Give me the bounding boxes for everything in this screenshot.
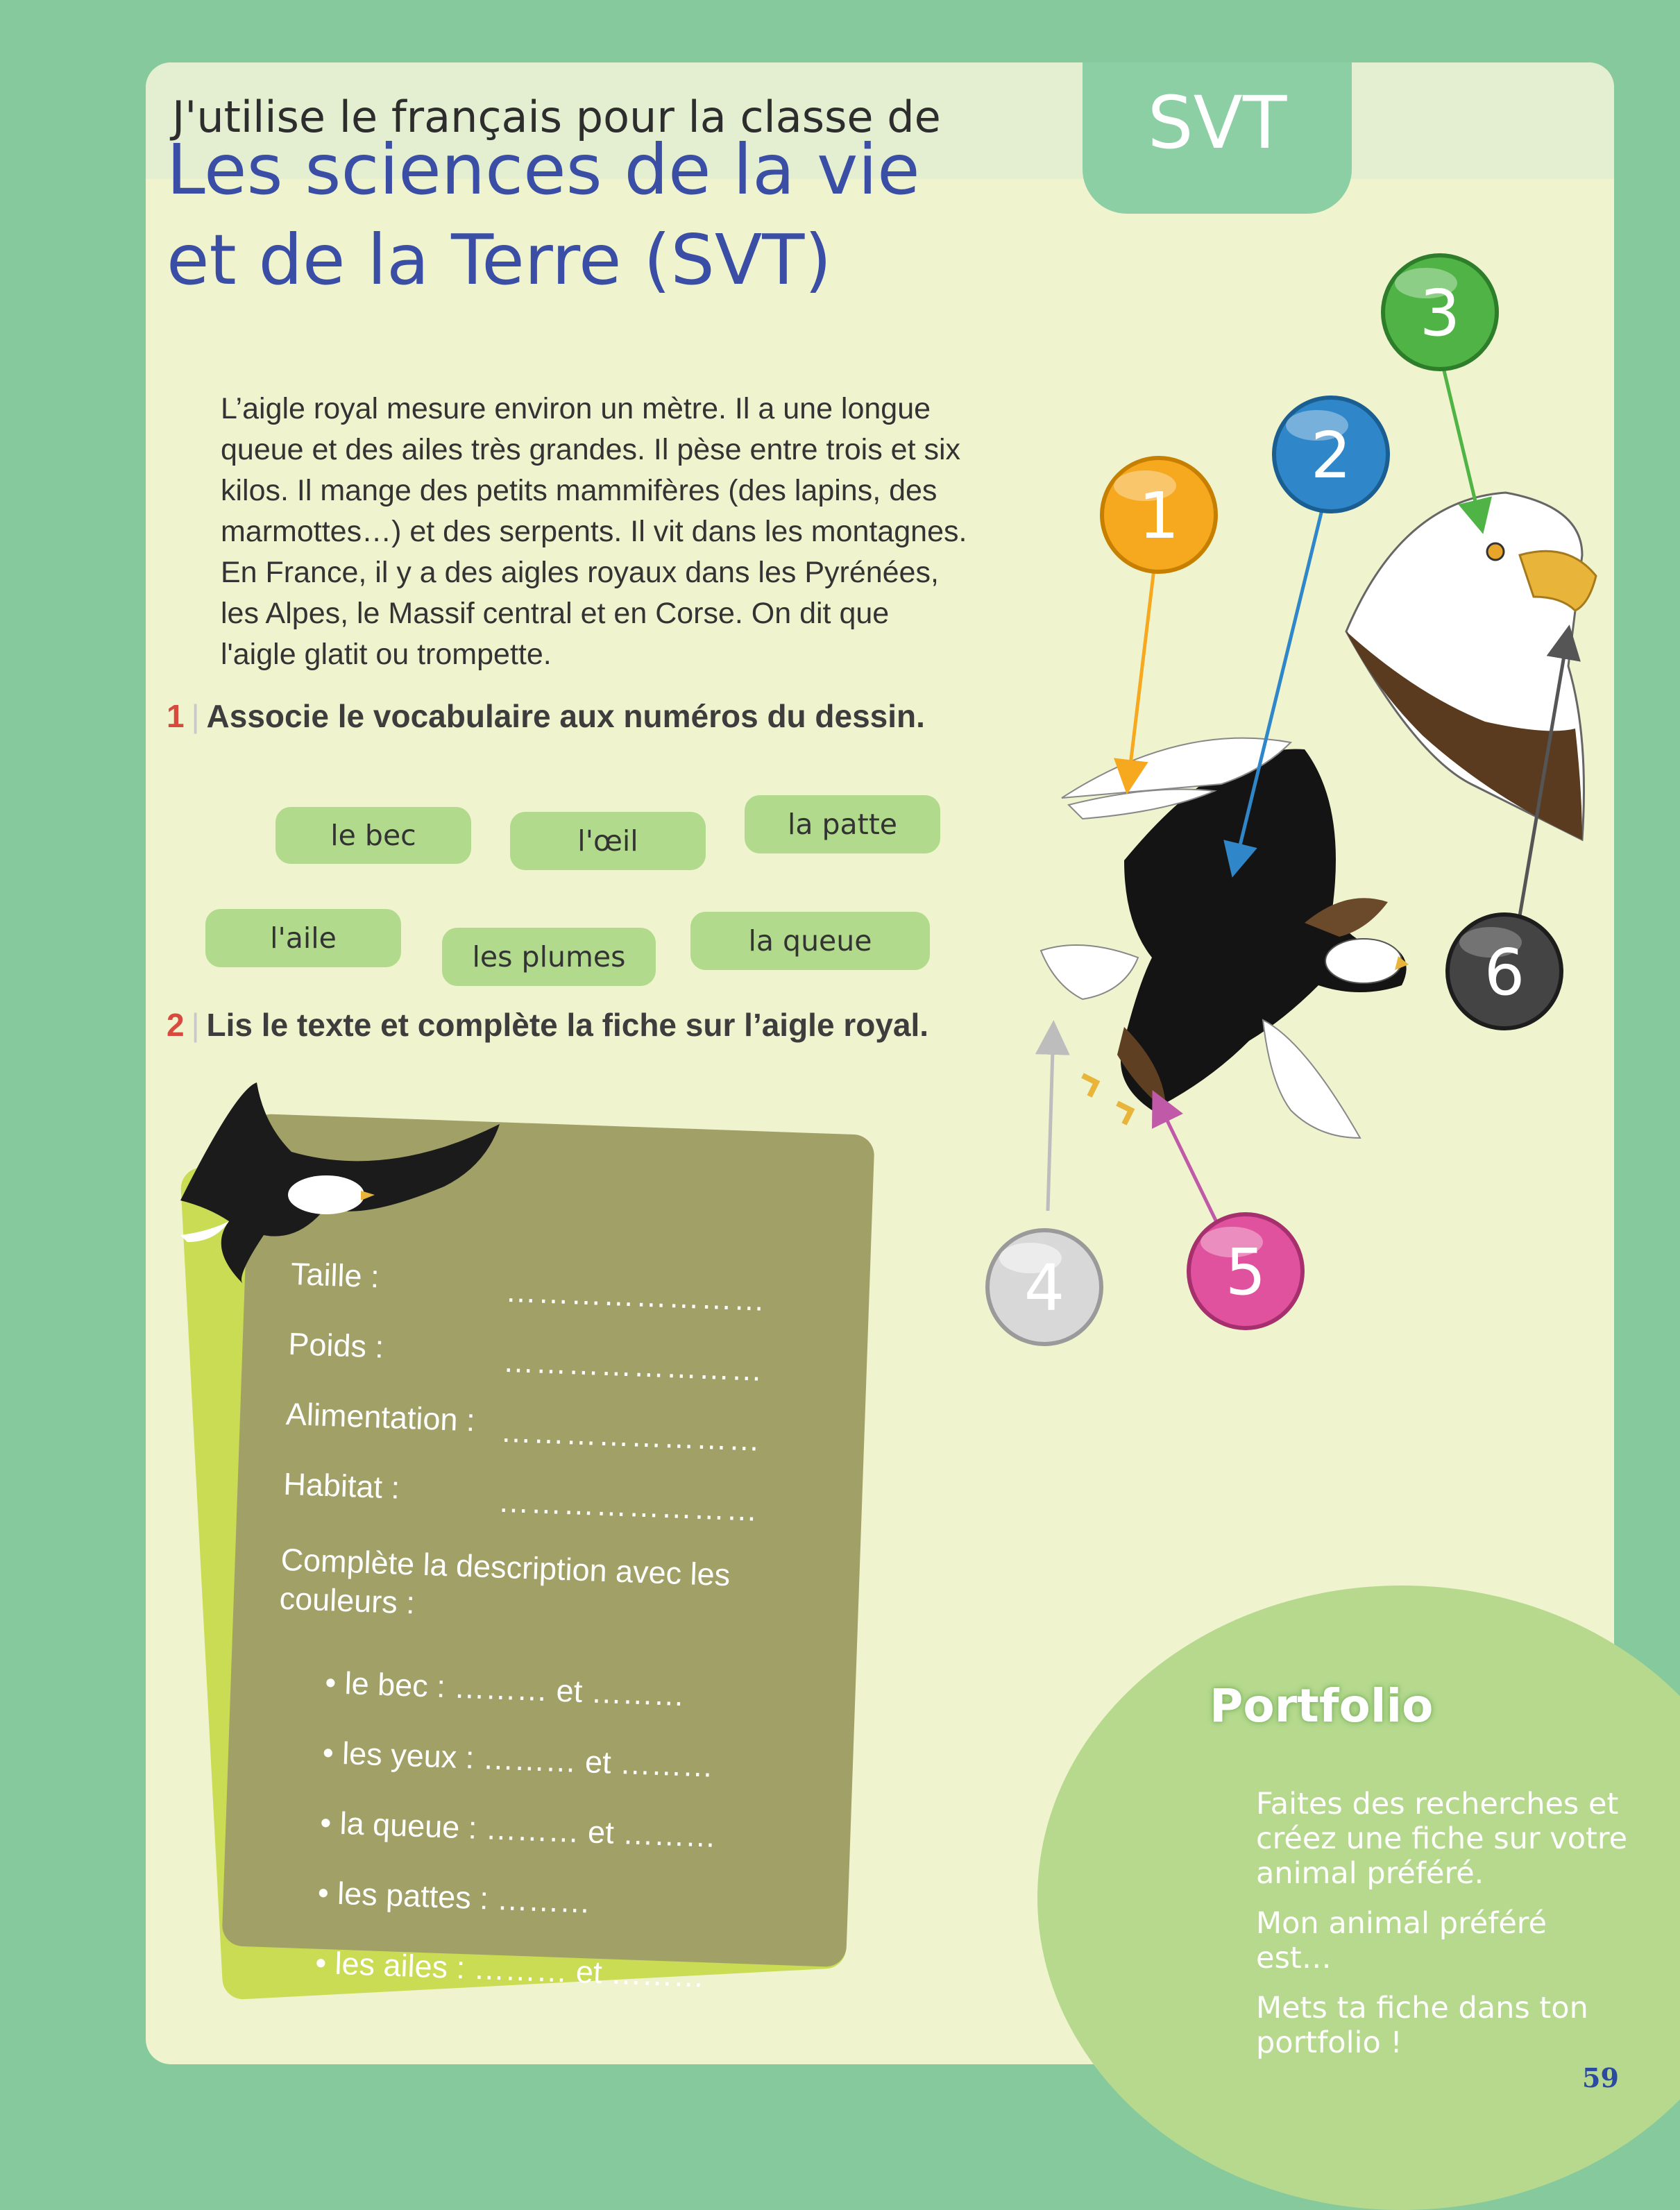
bubble-label: 2 (1310, 418, 1352, 493)
flying-eagle-photo (180, 1082, 500, 1284)
bubble-label: 3 (1419, 276, 1461, 350)
blank-line[interactable]: …………………… (504, 1273, 767, 1318)
intro-line: kilos. Il mange des petits mammifères (des lapins, des (221, 474, 937, 507)
field-label: Habitat : (282, 1465, 400, 1506)
bubble-1 (1102, 458, 1216, 572)
blank-line[interactable]: …………………… (497, 1483, 760, 1528)
blank-line[interactable]: …………………… (500, 1413, 763, 1458)
bubble-4 (987, 1230, 1101, 1344)
color-item-pattes[interactable]: • les pattes : ……… (317, 1874, 592, 1920)
vocab-chip-les-plumes[interactable]: les plumes (442, 928, 656, 986)
exercise-text: Associe le vocabulaire aux numéros du dessin. (206, 698, 925, 734)
bubble-label: 6 (1484, 935, 1525, 1010)
vocab-chip-l-oeil[interactable]: l'œil (510, 812, 706, 870)
bubble-2 (1274, 398, 1388, 511)
eagle-drawing-head (1346, 493, 1596, 840)
exercise-text: Lis le texte et complète la fiche sur l’aigle royal. (206, 1007, 929, 1043)
bubble-5 (1189, 1214, 1303, 1328)
vocab-chip-le-bec[interactable]: le bec (275, 807, 471, 864)
blank-line[interactable]: …………………… (502, 1343, 765, 1388)
bubble-label: 4 (1024, 1251, 1065, 1325)
page-number: 59 (1582, 2062, 1619, 2093)
color-item-ailes[interactable]: • les ailes : ……… et ……… (314, 1944, 705, 1994)
header-text: J'utilise le français pour la classe de (172, 92, 941, 142)
fiche-consigne: Complète la description avec les couleurs : (278, 1541, 731, 1621)
vocab-chip-la-queue[interactable]: la queue (690, 912, 930, 970)
bubble-3 (1383, 255, 1497, 369)
exercise-number: 2 (167, 1007, 185, 1043)
exercise-number: 1 (167, 698, 185, 734)
field-label: Poids : (287, 1325, 384, 1365)
exercise-1-instruction: 1 | Associe le vocabulaire aux numéros du dessin. (167, 698, 925, 734)
exercise-2-instruction: 2 | Lis le texte et complète la fiche sur l’aigle royal. (167, 1007, 929, 1043)
bubble-6 (1448, 915, 1561, 1028)
field-label: Alimentation : (285, 1395, 476, 1438)
title-line-2: et de la Terre (SVT) (167, 219, 832, 300)
intro-line: L’aigle royal mesure environ un mètre. Il a une longue (221, 392, 931, 425)
portfolio-line: Faites des recherches et créez une fiche sur votre animal préféré. (1256, 1787, 1628, 1891)
vocab-chip-l-aile[interactable]: l'aile (205, 909, 401, 967)
portfolio-title: Portfolio (1210, 1679, 1434, 1733)
color-item-bec[interactable]: • le bec : ……… et ……… (324, 1665, 686, 1713)
portfolio-line: Mon animal préféré est… (1256, 1906, 1547, 1975)
subject-tab: SVT (1083, 62, 1352, 214)
field-label: Taille : (290, 1256, 380, 1295)
intro-line: marmottes…) et des serpents. Il vit dans les montagnes. (221, 515, 967, 548)
intro-line: l'aigle glatit ou trompette. (221, 638, 552, 671)
vocab-chip-la-patte[interactable]: la patte (745, 795, 940, 853)
color-item-yeux[interactable]: • les yeux : ……… et ……… (322, 1735, 714, 1784)
bubble-label: 1 (1138, 479, 1180, 553)
portfolio-line: Mets ta fiche dans ton portfolio ! (1256, 1991, 1588, 2060)
intro-line: les Alpes, le Massif central et en Corse. On dit que (221, 597, 890, 630)
intro-line: queue et des ailes très grandes. Il pèse entre trois et six (221, 433, 961, 466)
bubble-label: 5 (1225, 1235, 1266, 1309)
eagle-drawing-flying (1041, 738, 1409, 1138)
title-line-1: Les sciences de la vie (167, 129, 920, 210)
color-item-queue[interactable]: • la queue : ……… et ……… (319, 1804, 718, 1854)
intro-line: En France, il y a des aigles royaux dans les Pyrénées, (221, 556, 939, 589)
